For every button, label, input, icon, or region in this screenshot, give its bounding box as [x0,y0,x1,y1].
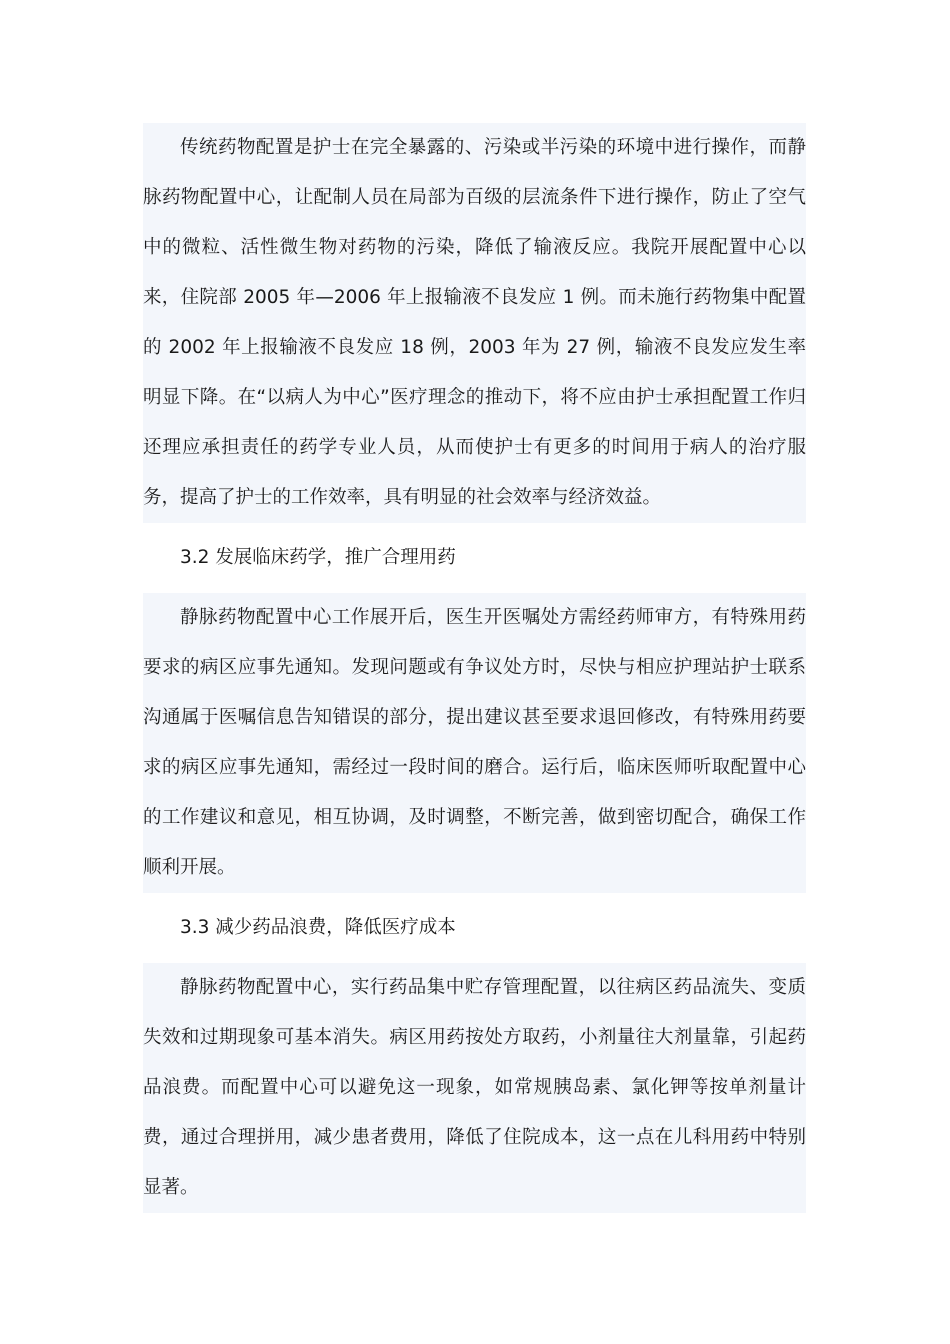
paragraph-reduce-waste: 静脉药物配置中心，实行药品集中贮存管理配置，以往病区药品流失、变质失效和过期现象可基本消失。病区用药按处方取药，小剂量往大剂量靠，引起药品浪费。而配置中心可以避免这一现象，如常规胰岛素、氯化钾等按单剂量计费，通过合理拼用，减少患者费用，降低了住院成本，这一点在儿科用药中特别显著。 [143,963,806,1213]
section-heading-3-3: 3.3 减少药品浪费，降低医疗成本 [143,903,806,953]
section-heading-3-2: 3.2 发展临床药学，推广合理用药 [143,533,806,583]
paragraph-clinical-pharmacy: 静脉药物配置中心工作展开后，医生开医嘱处方需经药师审方，有特殊用药要求的病区应事先通知。发现问题或有争议处方时，尽快与相应护理站护士联系沟通属于医嘱信息告知错误的部分，提出建议甚至要求退回修改，有特殊用药要求的病区应事先通知，需经过一段时间的磨合。运行后，临床医师听取配置中心的工作建议和意见，相互协调，及时调整，不断完善，做到密切配合，确保工作顺利开展。 [143,593,806,893]
document-page [143,123,806,1213]
paragraph-infusion-reaction: 传统药物配置是护士在完全暴露的、污染或半污染的环境中进行操作，而静脉药物配置中心，让配制人员在局部为百级的层流条件下进行操作，防止了空气中的微粒、活性微生物对药物的污染，降低了输液反应。我院开展配置中心以来，住院部 2005 年—2006 年上报输液不良发应 1 例。而未施行药物集中配置的 2002 年上报输液不良发应 18 例，2003 年为 27 例，输液不良发应发生率明显下降。在“以病人为中心”医疗理念的推动下，将不应由护士承担配置工作归还理应承担责任的药学专业人员，从而使护士有更多的时间用于病人的治疗服务，提高了护士的工作效率，具有明显的社会效率与经济效益。 [143,123,806,523]
